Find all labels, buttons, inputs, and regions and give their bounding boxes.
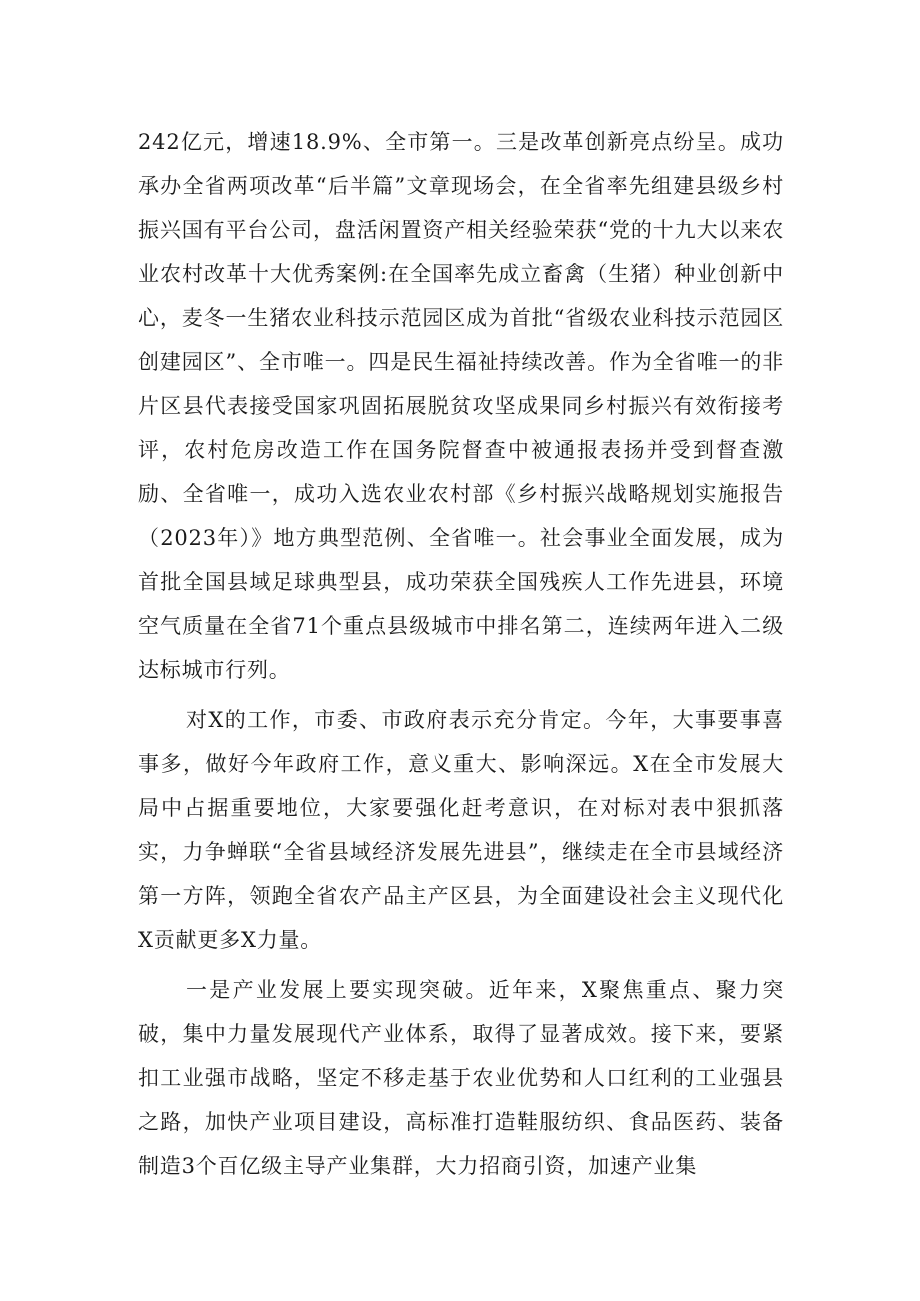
paragraph-industry-breakthrough: 一是产业发展上要实现突破。近年来，X聚焦重点、聚力突破，集中力量发展现代产业体系，取得了显著成效。接下来，要紧扣工业强市战略，坚定不移走基于农业优势和人口红利的工业强县之路，加快产业项目建设，高标准打造鞋服纺织、食品医药、装备制造3个百亿级主导产业集群，大力招商引资，加速产业集: [138, 978, 784, 1178]
paragraph-city-affirmation: 对X的工作，市委、市政府表示充分肯定。今年，大事要事喜事多，做好今年政府工作，意义重大、影响深远。X在全市发展大局中占据重要地位，大家要强化赶考意识，在对标对表中狠抓落实，力争蝉联“全省县域经济发展先进县”，继续走在全市县域经济第一方阵，领跑全省农产品主产区县，为全面建设社会主义现代化X贡献更多X力量。: [138, 708, 784, 952]
document-body: [138, 120, 784, 1194]
paragraph-reform-and-livelihood: 242亿元，增速18.9%、全市第一。三是改革创新亮点纷呈。成功承办全省两项改革“后半篇”文章现场会，在全省率先组建县级乡村振兴国有平台公司，盘活闲置资产相关经验荣获“党的十九大以来农业农村改革十大优秀案例:在全国率先成立畜禽（生猪）种业创新中心，麦冬一生猪农业科技示范园区成为首批“省级农业科技示范园区创建园区”、全市唯一。四是民生福祉持续改善。作为全省唯一的非片区县代表接受国家巩固拓展脱贫攻坚成果同乡村振兴有效衔接考评，农村危房改造工作在国务院督查中被通报表扬并受到督查激励、全省唯一，成功入选农业农村部《乡村振兴战略规划实施报告（2023年）》地方典型范例、全省唯一。社会事业全面发展，成为首批全国县域足球典型县，成功荣获全国残疾人工作先进县，环境空气质量在全省71个重点县级城市中排名第二，连续两年进入二级达标城市行列。: [138, 130, 784, 682]
